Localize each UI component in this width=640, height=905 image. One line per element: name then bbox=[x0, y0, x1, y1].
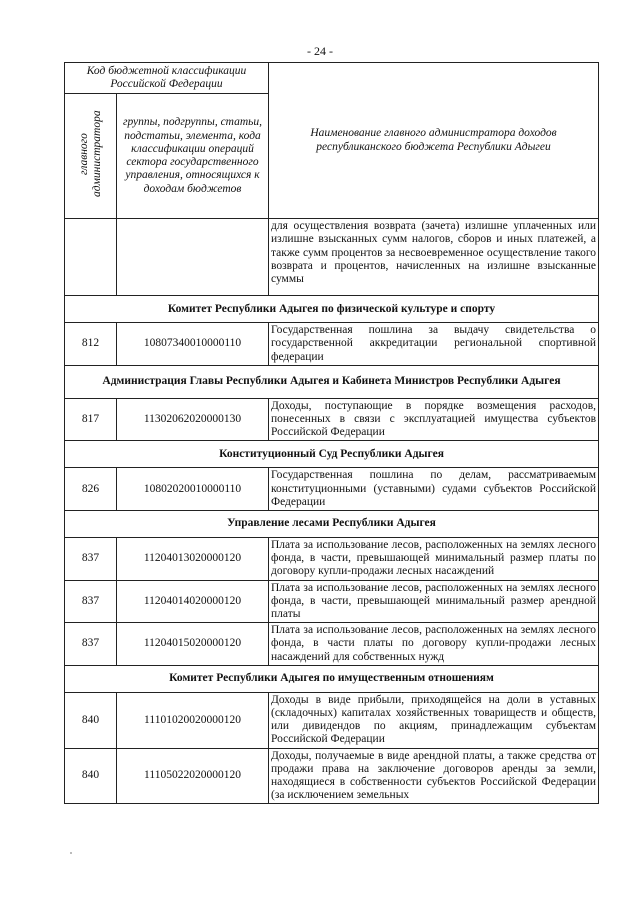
description-cell: Плата за использование лесов, расположенных на землях лесного фонда, в части, превышающей минимальный размер платы по договору купли-продажи лесных насаждений bbox=[269, 538, 599, 581]
section-title: Комитет Республики Адыгея по имущественным отношениям bbox=[65, 665, 599, 692]
page-number: - 24 - bbox=[307, 44, 333, 58]
section-header-row bbox=[65, 296, 599, 323]
group-column-header: группы, подгруппы, статьи, подстатьи, элемента, кода классификации операций сектора государственного управления, относящихся к доходам бюджетов bbox=[117, 94, 269, 219]
table-row bbox=[65, 323, 599, 366]
admin-code-cell: 826 bbox=[65, 468, 117, 511]
continuation-code-cell bbox=[117, 219, 269, 296]
table-row bbox=[65, 692, 599, 748]
classification-code-cell: 11105022020000120 bbox=[117, 748, 269, 804]
section-header-row bbox=[65, 511, 599, 538]
section-header-row bbox=[65, 441, 599, 468]
classification-code-cell: 10807340010000110 bbox=[117, 323, 269, 366]
classification-code-cell: 11204015020000120 bbox=[117, 623, 269, 666]
section-title: Управление лесами Республики Адыгея bbox=[65, 511, 599, 538]
scan-dot bbox=[70, 852, 72, 854]
admin-column-header bbox=[65, 94, 117, 219]
continuation-row bbox=[65, 219, 599, 296]
description-cell: Плата за использование лесов, расположенных на землях лесного фонда, в части, превышающей минимальный размер арендной платы bbox=[269, 580, 599, 623]
table-row bbox=[65, 538, 599, 581]
section-header-row bbox=[65, 365, 599, 398]
description-cell: Доходы в виде прибыли, приходящейся на доли в уставных (складочных) капиталах хозяйственных товариществ и обществ, или дивидендов по акциям, принадлежащим субъектам Российской Федерации bbox=[269, 692, 599, 748]
classification-code-cell: 11101020020000120 bbox=[117, 692, 269, 748]
description-cell: Плата за использование лесов, расположенных на землях лесного фонда, в части платы по договору купли-продажи лесных насаждений для собственных нужд bbox=[269, 623, 599, 666]
header-row-top bbox=[65, 63, 599, 94]
name-column-header: Наименование главного администратора доходов республиканского бюджета Республики Адыгеи bbox=[269, 63, 599, 219]
continuation-admin-cell bbox=[65, 219, 117, 296]
classification-code-cell: 10802020010000110 bbox=[117, 468, 269, 511]
admin-code-cell: 812 bbox=[65, 323, 117, 366]
description-cell: Государственная пошлина по делам, рассматриваемым конституционными (уставными) судами субъектов Российской Федерации bbox=[269, 468, 599, 511]
section-title: Администрация Главы Республики Адыгея и Кабинета Министров Республики Адыгея bbox=[65, 365, 599, 398]
admin-code-cell: 837 bbox=[65, 538, 117, 581]
description-cell: Доходы, получаемые в виде арендной платы, а также средства от продажи права на заключение договоров аренды за земли, находящиеся в собственности субъектов Российской Федерации (за исключением земельных bbox=[269, 748, 599, 804]
table-row bbox=[65, 623, 599, 666]
budget-classification-table bbox=[64, 62, 599, 804]
admin-code-cell: 817 bbox=[65, 398, 117, 441]
section-title: Комитет Республики Адыгея по физической культуре и спорту bbox=[65, 296, 599, 323]
admin-column-label: главного администратора bbox=[77, 110, 103, 198]
budget-code-header: Код бюджетной классификации Российской Федерации bbox=[65, 63, 269, 94]
table-row bbox=[65, 580, 599, 623]
admin-code-cell: 840 bbox=[65, 748, 117, 804]
admin-code-cell: 837 bbox=[65, 623, 117, 666]
table-row bbox=[65, 398, 599, 441]
table-row bbox=[65, 468, 599, 511]
classification-code-cell: 11302062020000130 bbox=[117, 398, 269, 441]
description-cell: Доходы, поступающие в порядке возмещения расходов, понесенных в связи с эксплуатацией имущества субъектов Российской Федерации bbox=[269, 398, 599, 441]
description-cell: Государственная пошлина за выдачу свидетельства о государственной аккредитации региональной спортивной федерации bbox=[269, 323, 599, 366]
admin-code-cell: 837 bbox=[65, 580, 117, 623]
section-title: Конституционный Суд Республики Адыгея bbox=[65, 441, 599, 468]
table-row bbox=[65, 748, 599, 804]
classification-code-cell: 11204013020000120 bbox=[117, 538, 269, 581]
admin-code-cell: 840 bbox=[65, 692, 117, 748]
section-header-row bbox=[65, 665, 599, 692]
continuation-text-cell: для осуществления возврата (зачета) излишне уплаченных или излишне взысканных сумм налогов, сборов и иных платежей, а также сумм процентов за несвоевременное осуществление такого возврата и процентов, начисленных на излишне взысканные суммы bbox=[269, 219, 599, 296]
classification-code-cell: 11204014020000120 bbox=[117, 580, 269, 623]
